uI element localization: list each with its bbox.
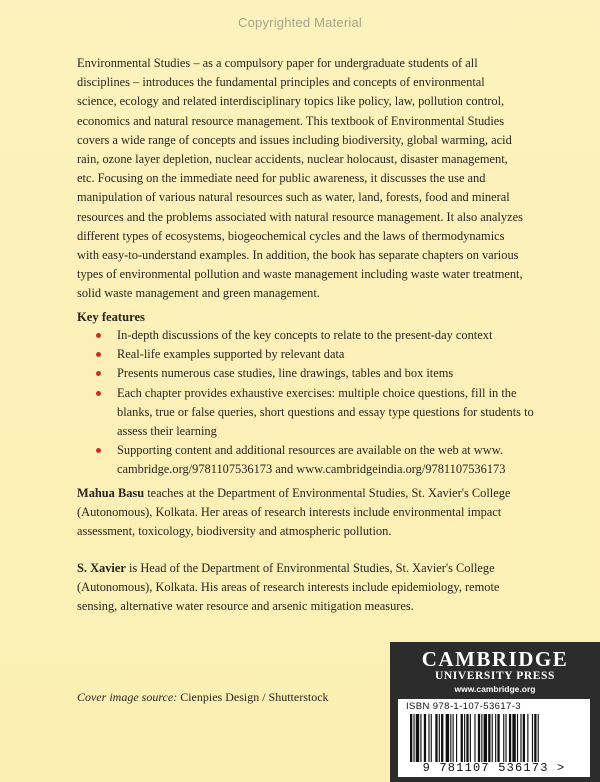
barcode-bar bbox=[439, 714, 440, 762]
barcode-bar bbox=[492, 714, 493, 762]
barcode-bar bbox=[466, 714, 468, 762]
barcode-bar bbox=[523, 714, 525, 762]
cover-credit-value: Cienpies Design / Shutterstock bbox=[177, 690, 329, 704]
barcode-bar bbox=[410, 714, 412, 762]
barcode-bar bbox=[512, 714, 515, 762]
barcode-bar bbox=[428, 714, 429, 762]
barcode-bar bbox=[446, 714, 449, 762]
author-bio-text: is Head of the Department of Environmental Studies, St. Xavier's College (Autonomous), Kolkata. His areas of research interests include epidemiology, remote sensing, alternative water resource and arsenic mitigation measures. bbox=[77, 561, 500, 614]
list-item bbox=[96, 441, 536, 479]
publisher-logo-name: CAMBRIDGE bbox=[421, 647, 569, 671]
key-features-list bbox=[96, 326, 536, 480]
barcode-bar bbox=[497, 714, 499, 762]
barcode-bar bbox=[532, 714, 533, 762]
barcode-icon bbox=[410, 714, 582, 762]
barcode-bar bbox=[420, 714, 421, 762]
barcode-bar bbox=[478, 714, 480, 762]
copyright-watermark: Copyrighted Material bbox=[238, 15, 362, 30]
barcode-bar bbox=[505, 714, 506, 762]
bullet-icon bbox=[96, 352, 101, 357]
barcode-bar bbox=[527, 714, 528, 762]
barcode-bar bbox=[534, 714, 536, 762]
barcode-bar bbox=[481, 714, 482, 762]
list-item bbox=[96, 345, 536, 364]
barcode-bar bbox=[538, 714, 539, 762]
barcode-panel bbox=[398, 699, 590, 777]
barcode-bar bbox=[453, 714, 454, 762]
barcode-bar bbox=[495, 714, 496, 762]
publisher-block bbox=[390, 642, 600, 782]
barcode-bar bbox=[441, 714, 443, 762]
barcode-bar bbox=[474, 714, 475, 762]
barcode-bar bbox=[413, 714, 414, 762]
list-item bbox=[96, 384, 536, 442]
bullet-icon bbox=[96, 371, 101, 376]
publisher-url: www.cambridge.org bbox=[454, 684, 536, 694]
publisher-logo-sub: UNIVERSITY PRESS bbox=[434, 670, 556, 682]
barcode-bar bbox=[484, 714, 487, 762]
feature-text: Real-life examples supported by relevant data bbox=[117, 347, 345, 362]
cover-credit-label: Cover image source: bbox=[77, 690, 178, 704]
list-item bbox=[96, 364, 536, 383]
author-bio-text: teaches at the Department of Environmental Studies, St. Xavier's College (Autonomous), Kolkata. Her areas of research interests include environmental impact assessment, toxicology, biodiversity and atmospheric pollution. bbox=[77, 486, 511, 539]
key-features-heading: Key features bbox=[77, 310, 145, 324]
feature-text: Supporting content and additional resources are available on the web at www. cambridge.org/9781107536173 and www.cambridgeindia.org/9781107536173 bbox=[117, 443, 506, 477]
feature-text: Each chapter provides exhaustive exercises: multiple choice questions, fill in the blanks, true or false queries, short questions and essay type questions for students to assess their learning bbox=[117, 385, 534, 439]
barcode-bar bbox=[456, 714, 457, 762]
barcode-bar bbox=[431, 714, 432, 762]
barcode-bar bbox=[488, 714, 490, 762]
feature-text: In-depth discussions of the key concepts to relate to the present-day context bbox=[117, 328, 493, 342]
author-bio-basu bbox=[77, 484, 527, 542]
barcode-bar bbox=[517, 714, 518, 762]
barcode-bar bbox=[450, 714, 451, 762]
barcode-bar bbox=[503, 714, 504, 762]
barcode-bar bbox=[470, 714, 471, 762]
bullet-icon bbox=[96, 391, 101, 396]
author-name: S. Xavier bbox=[77, 561, 126, 575]
barcode-bar bbox=[416, 714, 419, 762]
isbn-number: ISBN 978-1-107-53617-3 bbox=[406, 701, 521, 712]
feature-text: Presents numerous case studies, line drawings, tables and box items bbox=[117, 366, 454, 381]
author-name: Mahua Basu bbox=[77, 486, 145, 500]
list-item bbox=[96, 326, 536, 345]
barcode-bar bbox=[464, 714, 465, 762]
cover-image-credit bbox=[77, 689, 329, 705]
book-description: Environmental Studies – as a compulsory paper for undergraduate students of all disciplines – introduces the fundamental principles and concepts of environmental science, ecology and related interdisciplinary topics like policy, law, pollution control, economics and natural resource management. This textbook of Environmental Studies covers a wide range of concepts and issues including biodiversity, global warming, acid rain, ozone layer depletion, nuclear accidents, nuclear holocaust, disaster management, etc. Focusing on the immediate need for public awareness, it discusses the use and manipulation of various natural resources such as water, land, forests, food and mineral resources and the problems associated with natural resource management. It also analyzes different types of ecosystems, biogeochemical cycles and the laws of thermodynamics with easy-to-understand examples. In addition, the book has separate chapters on various types of environmental pollution and waste management including waste water treatment, solid waste management and green management. bbox=[77, 56, 523, 301]
bullet-icon bbox=[96, 448, 101, 453]
barcode-bar bbox=[435, 714, 437, 762]
ean-digits: 9 781107 536173 > bbox=[422, 761, 566, 775]
barcode-bar bbox=[424, 714, 426, 762]
author-bio-xavier bbox=[77, 559, 527, 617]
barcode-bar bbox=[461, 714, 463, 762]
barcode-bar bbox=[520, 714, 521, 762]
barcode-bar bbox=[509, 714, 511, 762]
bullet-icon bbox=[96, 333, 101, 338]
